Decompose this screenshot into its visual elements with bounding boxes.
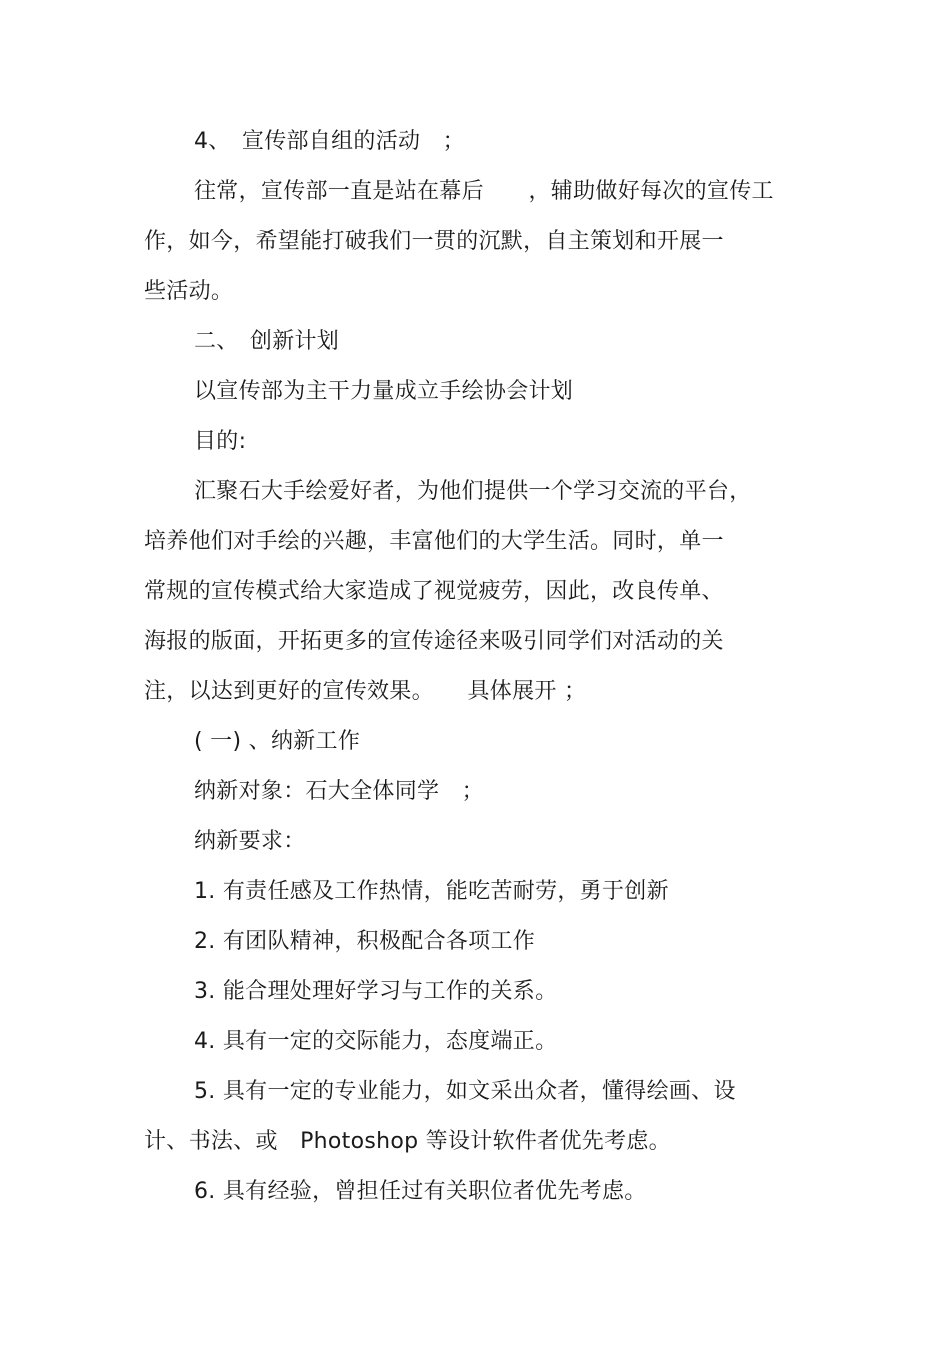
paragraph-line: 作，如今，希望能打破我们一贯的沉默，自主策划和开展一 [144,229,724,254]
list-item-continuation: 计、书法、或 Photoshop 等设计软件者优先考虑。 [144,1129,671,1154]
list-item: 5. 具有一定的专业能力，如文采出众者，懂得绘画、设 [194,1079,736,1104]
paragraph-line: 些活动。 [144,279,234,304]
subheading-purpose: 目的: [194,429,247,454]
list-item: 3. 能合理处理好学习与工作的关系。 [194,979,558,1004]
list-item: 2. 有团队精神，积极配合各项工作 [194,929,536,954]
paragraph-line: 往常，宣传部一直是站在幕后 ，辅助做好每次的宣传工 [194,179,774,204]
paragraph-line: 汇聚石大手绘爱好者，为他们提供一个学习交流的平台， [194,479,752,504]
list-item: 6. 具有经验，曾担任过有关职位者优先考虑。 [194,1179,647,1204]
paragraph-line: 常规的宣传模式给大家造成了视觉疲劳，因此，改良传单、 [144,579,724,604]
paragraph-line: 海报的版面，开拓更多的宣传途径来吸引同学们对活动的关 [144,629,724,654]
recruit-requirements-label: 纳新要求： [194,829,306,854]
list-item: 4. 具有一定的交际能力，态度端正。 [194,1029,558,1054]
paragraph-line: 培养他们对手绘的兴趣，丰富他们的大学生活。同时，单一 [144,529,724,554]
paragraph-line: 以宣传部为主干力量成立手绘协会计划 [194,379,574,404]
subsection-heading: ( 一) 、纳新工作 [194,729,361,754]
heading-item-4: 4、 宣传部自组的活动 ； [194,129,465,154]
list-item: 1. 有责任感及工作热情，能吃苦耐劳，勇于创新 [194,879,669,904]
recruit-target: 纳新对象：石大全体同学 ； [194,779,484,804]
paragraph-line: 注，以达到更好的宣传效果。 具体展开 ； [144,679,587,704]
section-heading: 二、 创新计划 [194,329,340,354]
